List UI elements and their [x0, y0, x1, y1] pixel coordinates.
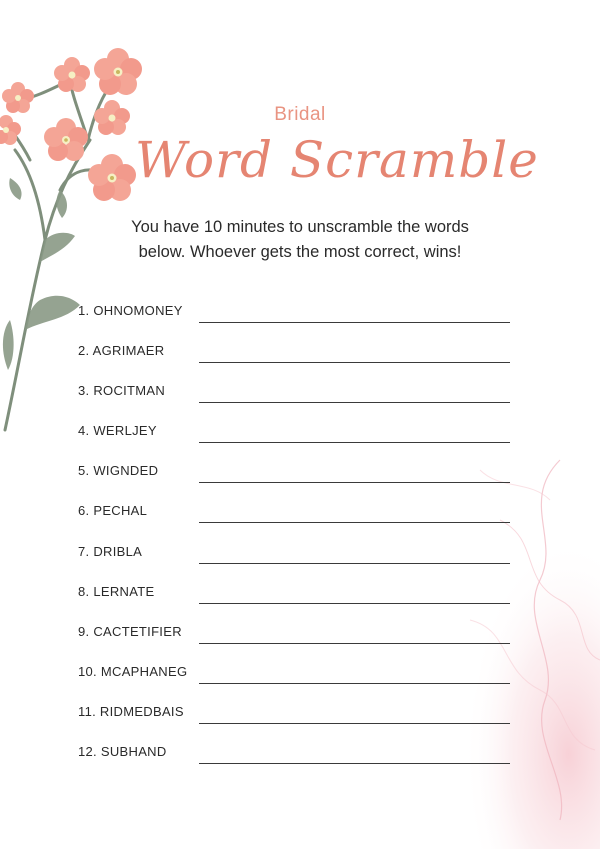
instructions-line-1: You have 10 minutes to unscramble the words [131, 218, 469, 236]
scramble-word: 9. CACTETIFIER [78, 623, 182, 639]
scramble-item [78, 463, 518, 503]
scramble-word: 8. LERNATE [78, 583, 155, 599]
scramble-list [78, 303, 518, 784]
scramble-word: 7. DRIBLA [78, 543, 143, 559]
scramble-item [78, 423, 518, 463]
answer-line[interactable] [199, 643, 510, 644]
scramble-item [78, 343, 518, 383]
page-title: Word Scramble [135, 131, 539, 189]
answer-line[interactable] [199, 763, 510, 764]
scramble-item [78, 383, 518, 423]
scramble-word: 5. WIGNDED [78, 463, 159, 479]
instructions [100, 215, 500, 265]
scramble-word: 12. SUBHAND [78, 744, 167, 760]
answer-line[interactable] [199, 563, 510, 564]
scramble-word: 4. WERLJEY [78, 423, 157, 439]
answer-line[interactable] [199, 362, 510, 363]
scramble-word: 10. MCAPHANEG [78, 663, 188, 679]
scramble-word: 1. OHNOMONEY [78, 303, 183, 318]
scramble-item [78, 624, 518, 664]
scramble-word: 3. ROCITMAN [78, 383, 166, 399]
subtitle: Bridal [274, 104, 326, 125]
answer-line[interactable] [199, 683, 510, 684]
instructions-line-2: below. Whoever gets the most correct, wins! [138, 243, 462, 261]
leaf-illustration [3, 178, 80, 370]
answer-line[interactable] [199, 322, 510, 323]
scramble-item [78, 503, 518, 543]
answer-line[interactable] [199, 603, 510, 604]
answer-line[interactable] [199, 723, 510, 724]
scramble-word: 2. AGRIMAER [78, 343, 165, 359]
answer-line[interactable] [199, 482, 510, 483]
scramble-item [78, 303, 518, 343]
answer-line[interactable] [199, 402, 510, 403]
scramble-item [78, 664, 518, 704]
scramble-word: 6. PECHAL [78, 503, 148, 519]
scramble-word: 11. RIDMEDBAIS [78, 703, 184, 719]
scramble-item [78, 704, 518, 744]
answer-line[interactable] [199, 522, 510, 523]
answer-line[interactable] [199, 442, 510, 443]
scramble-item [78, 544, 518, 584]
scramble-item [78, 584, 518, 624]
scramble-item [78, 744, 518, 784]
